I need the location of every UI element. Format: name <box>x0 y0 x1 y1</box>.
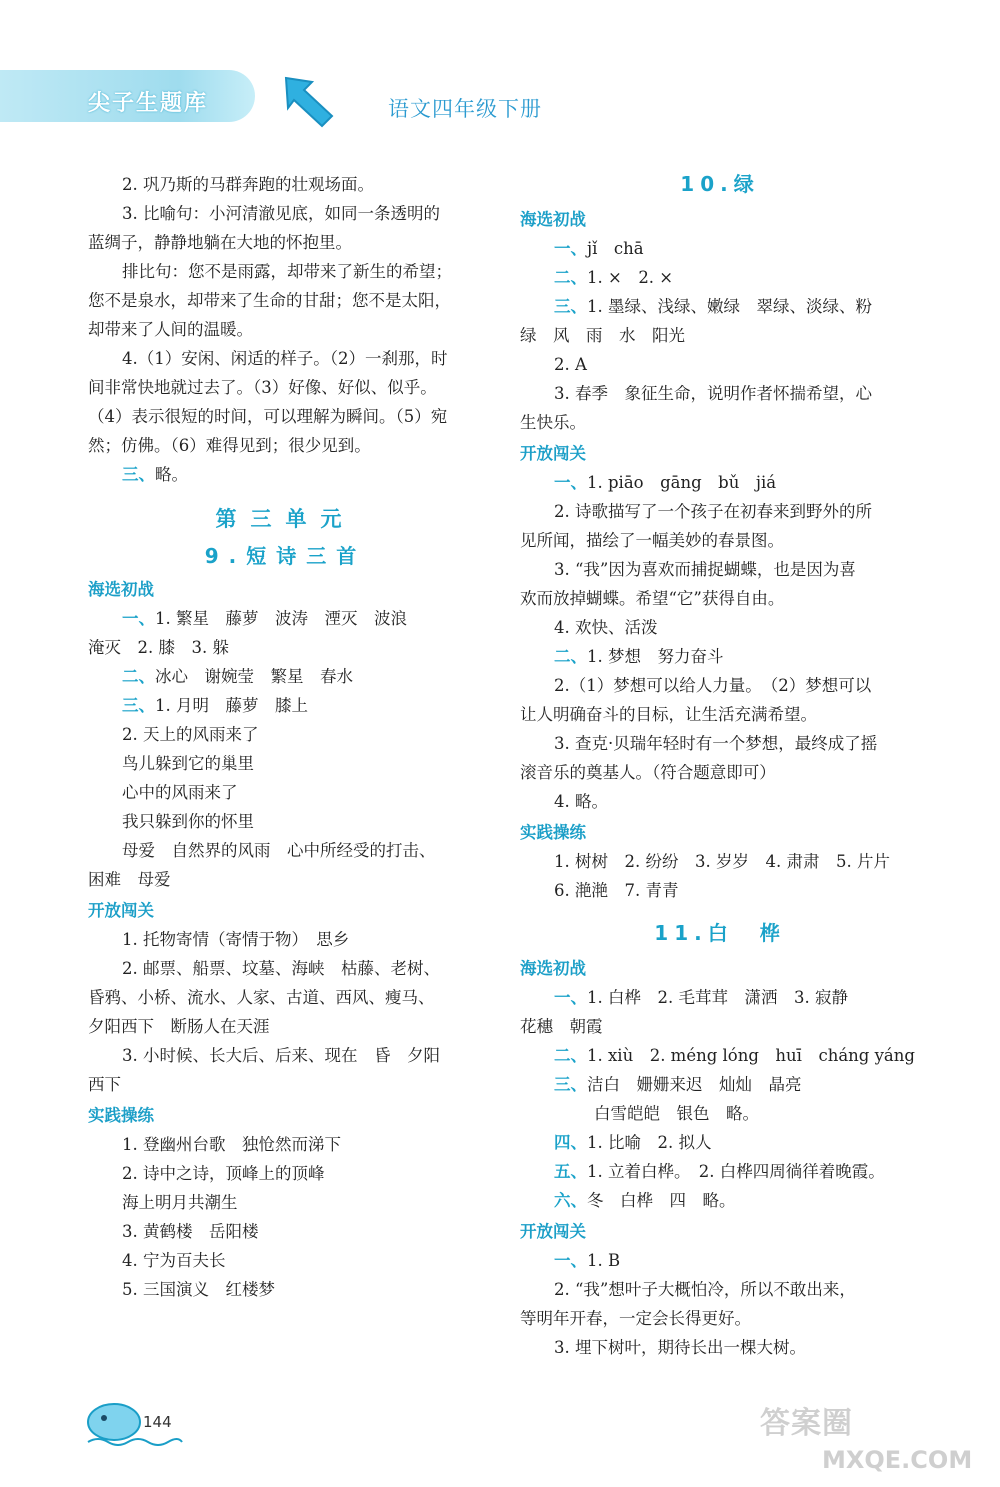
answer-line <box>88 460 483 489</box>
answer-line <box>520 1186 920 1215</box>
answer-line: 鸟儿躲到它的巢里 <box>122 754 254 773</box>
answer-line: 2. 诗中之诗，顶峰上的顶峰 <box>122 1164 325 1183</box>
item-label: 二、 <box>122 667 155 686</box>
answer-line: 让人明确奋斗的目标，让生活充满希望。 <box>520 705 817 724</box>
answer-line: 1. 托物寄情（寄情于物） 思乡 <box>122 930 350 949</box>
answer-line <box>520 1128 920 1157</box>
answer-line: 3. 埋下树叶，期待长出一棵大树。 <box>554 1338 806 1357</box>
item-text: 洁白 姗姗来迟 灿灿 晶亮 <box>587 1075 802 1094</box>
section-heading: 海选初战 <box>520 210 586 229</box>
answer-line: 排比句：您不是雨露，却带来了新生的希望； <box>122 262 452 281</box>
answer-line: 3. 比喻句：小河清澈见底，如同一条透明的 <box>122 204 440 223</box>
item-label: 一、 <box>554 988 587 1007</box>
item-label: 六、 <box>554 1191 587 1210</box>
answer-line: 3. 小时候、长大后、后来、现在 昏 夕阳 <box>122 1046 440 1065</box>
answer-line: 3. 查克·贝瑞年轻时有一个梦想，最终成了摇 <box>554 734 878 753</box>
answer-line: 4. 宁为百夫长 <box>122 1251 226 1270</box>
item-text: 1. piāo gāng bǔ jiá <box>587 473 777 492</box>
answer-line: 淹灭 2. 膝 3. 躲 <box>88 638 229 657</box>
watermark-url: MXQE.COM <box>822 1446 973 1474</box>
answer-line: 却带来了人间的温暖。 <box>88 320 253 339</box>
item-label: 三、 <box>122 465 155 484</box>
answer-line <box>520 983 920 1012</box>
left-column <box>88 170 483 1304</box>
answer-line: 2.（1）梦想可以给人力量。 （2）梦想可以 <box>554 676 872 695</box>
item-label: 二、 <box>554 1046 587 1065</box>
answer-line: 西下 <box>88 1075 121 1094</box>
answer-line: 2. “我”想叶子大概怕冷，所以不敢出来， <box>554 1280 856 1299</box>
answer-line: 4.（1）安闲、闲适的样子。（2）一刹那，时 <box>122 349 448 368</box>
item-text: jǐ chā <box>587 239 644 258</box>
item-label: 三、 <box>554 1075 587 1094</box>
item-label: 五、 <box>554 1162 587 1181</box>
answer-line: 夕阳西下 断肠人在天涯 <box>88 1017 270 1036</box>
answer-line: 等明年开春，一定会长得更好。 <box>520 1309 751 1328</box>
answer-line <box>520 1246 920 1275</box>
answer-line: 6. 滟滟 7. 青青 <box>554 881 679 900</box>
answer-line: 心中的风雨来了 <box>122 783 238 802</box>
answer-line: 5. 三国演义 红楼梦 <box>122 1280 275 1299</box>
item-label: 三、 <box>122 696 155 715</box>
answer-line: 生快乐。 <box>520 413 586 432</box>
book-title: 语文四年级下册 <box>388 97 542 121</box>
lesson-title: 9.短诗三首 <box>204 544 367 568</box>
answer-line: 白雪皑皑 银色 略。 <box>594 1104 759 1123</box>
item-text: 冰心 谢婉莹 繁星 春水 <box>155 667 353 686</box>
series-title: 尖子生题库 <box>88 91 209 116</box>
item-label: 三、 <box>554 297 587 316</box>
answer-line: 3. 春季 象征生命，说明作者怀揣希望，心 <box>554 384 872 403</box>
answer-line: 间非常快地就过去了。（3）好像、好似、似乎。 <box>88 378 437 397</box>
answer-line: 您不是泉水，却带来了生命的甘甜；您不是太阳， <box>88 291 451 310</box>
unit-title: 第三单元 <box>215 507 356 531</box>
section-heading: 开放闯关 <box>88 901 154 920</box>
item-text: 略。 <box>155 465 188 484</box>
section-heading: 海选初战 <box>88 580 154 599</box>
item-text: 冬 白桦 四 略。 <box>587 1191 736 1210</box>
answer-line: 然；仿佛。（6）难得见到；很少见到。 <box>88 436 371 455</box>
answer-line: 海上明月共潮生 <box>122 1193 238 1212</box>
answer-line <box>520 642 920 671</box>
section-heading: 海选初战 <box>520 959 586 978</box>
answer-line: 2. 邮票、船票、坟墓、海峡 枯藤、老树、 <box>122 959 440 978</box>
item-text: 1. 梦想 努力奋斗 <box>587 647 724 666</box>
answer-line: 花穗 朝霞 <box>520 1017 603 1036</box>
section-heading: 实践操练 <box>520 823 586 842</box>
page-number: 144 <box>143 1413 172 1431</box>
item-label: 四、 <box>554 1133 587 1152</box>
arrow-icon <box>278 72 338 130</box>
item-text: 1. 繁星 藤萝 波涛 湮灭 波浪 <box>155 609 407 628</box>
answer-line: 滚音乐的奠基人。（符合题意即可） <box>520 763 776 782</box>
answer-line <box>520 234 920 263</box>
answer-line: 母爱 自然界的风雨 心中所经受的打击、 <box>122 841 436 860</box>
watermark: 答案圈 <box>760 1406 853 1441</box>
answer-line: 我只躲到你的怀里 <box>122 812 254 831</box>
answer-line <box>88 604 483 633</box>
item-text: 1. 月明 藤萝 膝上 <box>155 696 308 715</box>
answer-line: 1. 登幽州台歌 独怆然而涕下 <box>122 1135 341 1154</box>
answer-line: 3. 黄鹤楼 岳阳楼 <box>122 1222 259 1241</box>
answer-line: （4）表示很短的时间，可以理解为瞬间。（5）宛 <box>88 407 448 426</box>
answer-line: 2. 诗歌描写了一个孩子在初春来到野外的所 <box>554 502 872 521</box>
item-label: 二、 <box>554 268 587 287</box>
lesson-title: 10.绿 <box>680 172 760 196</box>
item-text: 1. 立着白桦。 2. 白桦四周徜徉着晚霞。 <box>587 1162 885 1181</box>
item-label: 一、 <box>122 609 155 628</box>
answer-line <box>520 292 920 321</box>
answer-line <box>520 263 920 292</box>
answer-line <box>520 1070 920 1099</box>
answer-line <box>520 468 920 497</box>
answer-line: 4. 略。 <box>554 792 608 811</box>
section-heading: 开放闯关 <box>520 444 586 463</box>
answer-line: 4. 欢快、活泼 <box>554 618 658 637</box>
item-text: 1. xiù 2. méng lóng huī cháng yáng <box>587 1046 915 1065</box>
answer-line: 2. A <box>554 355 587 374</box>
answer-line: 1. 树树 2. 纷纷 3. 岁岁 4. 肃肃 5. 片片 <box>554 852 890 871</box>
item-label: 一、 <box>554 239 587 258</box>
answer-line: 2. 巩乃斯的马群奔跑的壮观场面。 <box>122 175 374 194</box>
item-label: 一、 <box>554 473 587 492</box>
item-text: 1. 墨绿、浅绿、嫩绿 翠绿、淡绿、粉 <box>587 297 872 316</box>
item-text: 1. 比喻 2. 拟人 <box>587 1133 712 1152</box>
right-column <box>520 170 920 1362</box>
lesson-title: 11.白 桦 <box>654 921 786 945</box>
answer-line: 2. 天上的风雨来了 <box>122 725 259 744</box>
item-text: 1. × 2. × <box>587 268 674 287</box>
item-label: 一、 <box>554 1251 587 1270</box>
item-label: 二、 <box>554 647 587 666</box>
section-heading: 开放闯关 <box>520 1222 586 1241</box>
answer-line: 3. “我”因为喜欢而捕捉蝴蝶，也是因为喜 <box>554 560 856 579</box>
item-text: 1. 白桦 2. 毛茸茸 潇洒 3. 寂静 <box>587 988 848 1007</box>
answer-line: 困难 母爱 <box>88 870 171 889</box>
answer-line <box>88 662 483 691</box>
item-text: 1. B <box>587 1251 621 1270</box>
answer-line <box>520 1041 920 1070</box>
section-heading: 实践操练 <box>88 1106 154 1125</box>
answer-line: 昏鸦、小桥、流水、人家、古道、西风、瘦马、 <box>88 988 435 1007</box>
answer-line <box>88 691 483 720</box>
answer-line: 绿 风 雨 水 阳光 <box>520 326 685 345</box>
answer-line: 见所闻，描绘了一幅美妙的春景图。 <box>520 531 784 550</box>
answer-line <box>520 1157 920 1186</box>
answer-line: 蓝绸子，静静地躺在大地的怀抱里。 <box>88 233 352 252</box>
answer-line: 欢而放掉蝴蝶。希望“它”获得自由。 <box>520 589 785 608</box>
